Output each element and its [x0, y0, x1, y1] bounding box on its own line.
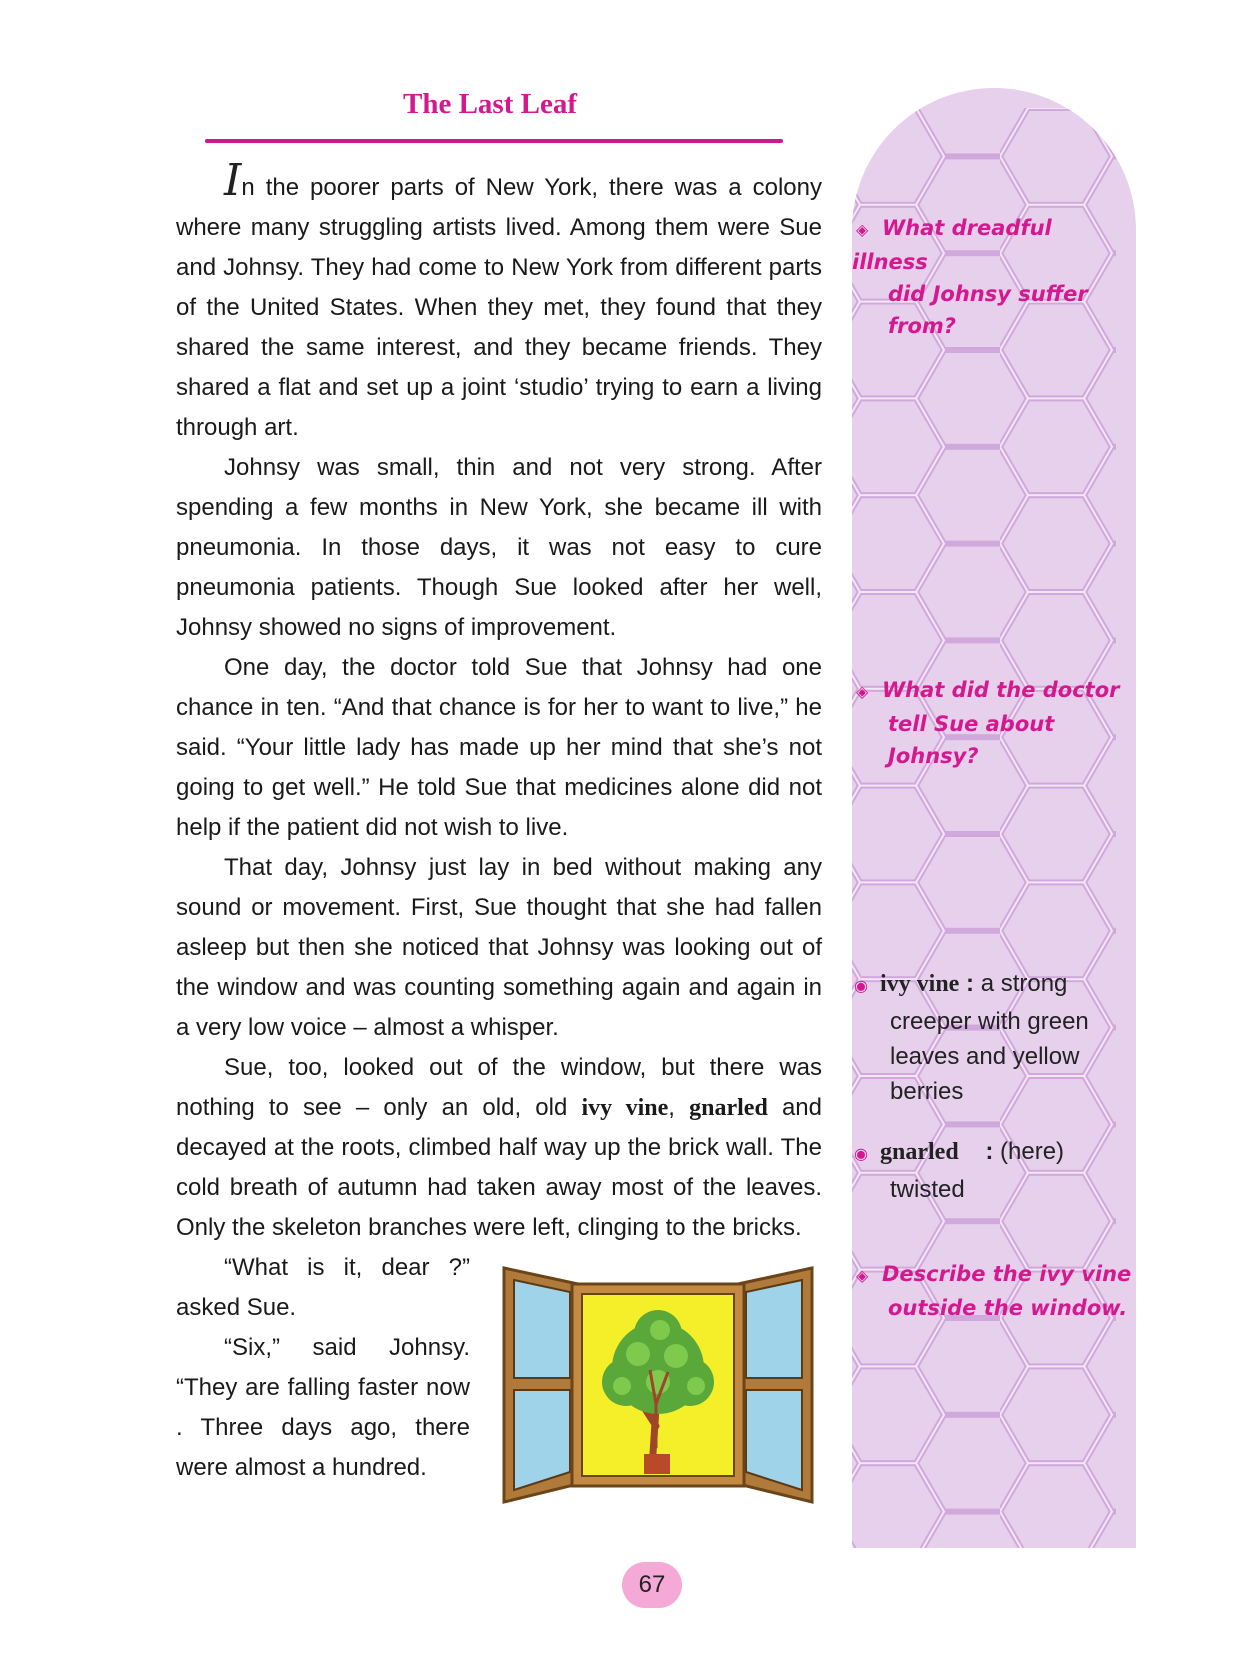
paragraph-4: That day, Johnsy just lay in bed without making any sound or movement. First, Sue thought that she had fallen asleep but then she noticed that Johnsy was looking out of the window and was counting something again and again in a very low voice – almost a whisper.: [176, 854, 822, 1041]
title-underline: [205, 139, 783, 143]
paragraph-7: “Six,” said Johnsy. “They are falling faster now . Three days ago, there were almost a hundred.: [176, 1334, 470, 1481]
question-1: ◈ What dreadful illness did Johnsy suffer from?: [852, 216, 1088, 338]
diamond-bullet-icon: ◈: [856, 220, 869, 239]
question-2: ◈ What did the doctor tell Sue about Johnsy?: [852, 674, 1132, 772]
term-gnarled: gnarled: [689, 1095, 768, 1121]
page-title: The Last Leaf: [403, 88, 577, 120]
circle-bullet-icon: ◉: [854, 978, 868, 995]
glossary-gnarled: ◉ gnarled : (here) twisted: [854, 1138, 1065, 1203]
drop-cap: I: [224, 155, 242, 206]
paragraph-2: Johnsy was small, thin and not very strong. After spending a few months in New York, she became ill with pneumonia. In those days, it was not easy to cure pneumonia patients. Though Sue looked after her well, Johnsy showed no signs of improvement.: [176, 454, 822, 641]
diamond-bullet-icon: ◈: [856, 682, 869, 701]
paragraph-5: Sue, too, looked out of the window, but there was nothing to see – only an old, old ivy vine, gnarled and decayed at the roots, climbed half way up the brick wall. The cold breath of autumn had taken away most of the leaves. Only the skeleton branches were left, clinging to the bricks.: [176, 1054, 822, 1241]
glossary-ivy-vine: ◉ ivy vine : a strong creeper with green leaves and yellow berries: [854, 970, 1089, 1105]
page-number: 67: [622, 1562, 682, 1608]
diamond-bullet-icon: ◈: [856, 1266, 869, 1285]
window-illustration: [498, 1258, 818, 1508]
paragraph-1: In the poorer parts of New York, there was a colony where many struggling artists lived. Among them were Sue and Johnsy. They had come to New York from different parts of the United States. When they met, they found that they shared the same interest, and they became friends. They shared a flat and set up a joint ‘studio’ trying to earn a living through art.: [176, 155, 822, 441]
paragraph-6: “What is it, dear ?” asked Sue.: [176, 1254, 470, 1321]
paragraph-3: One day, the doctor told Sue that Johnsy had one chance in ten. “And that chance is for her to want to live,” he said. “Your little lady has made up her mind that she’s not going to get well.” He told Sue that medicines alone did not help if the patient did not wish to live.: [176, 654, 822, 841]
question-3: ◈ Describe the ivy vine outside the window.: [852, 1258, 1132, 1324]
term-ivy-vine: ivy vine: [581, 1095, 669, 1121]
circle-bullet-icon: ◉: [854, 1146, 868, 1163]
